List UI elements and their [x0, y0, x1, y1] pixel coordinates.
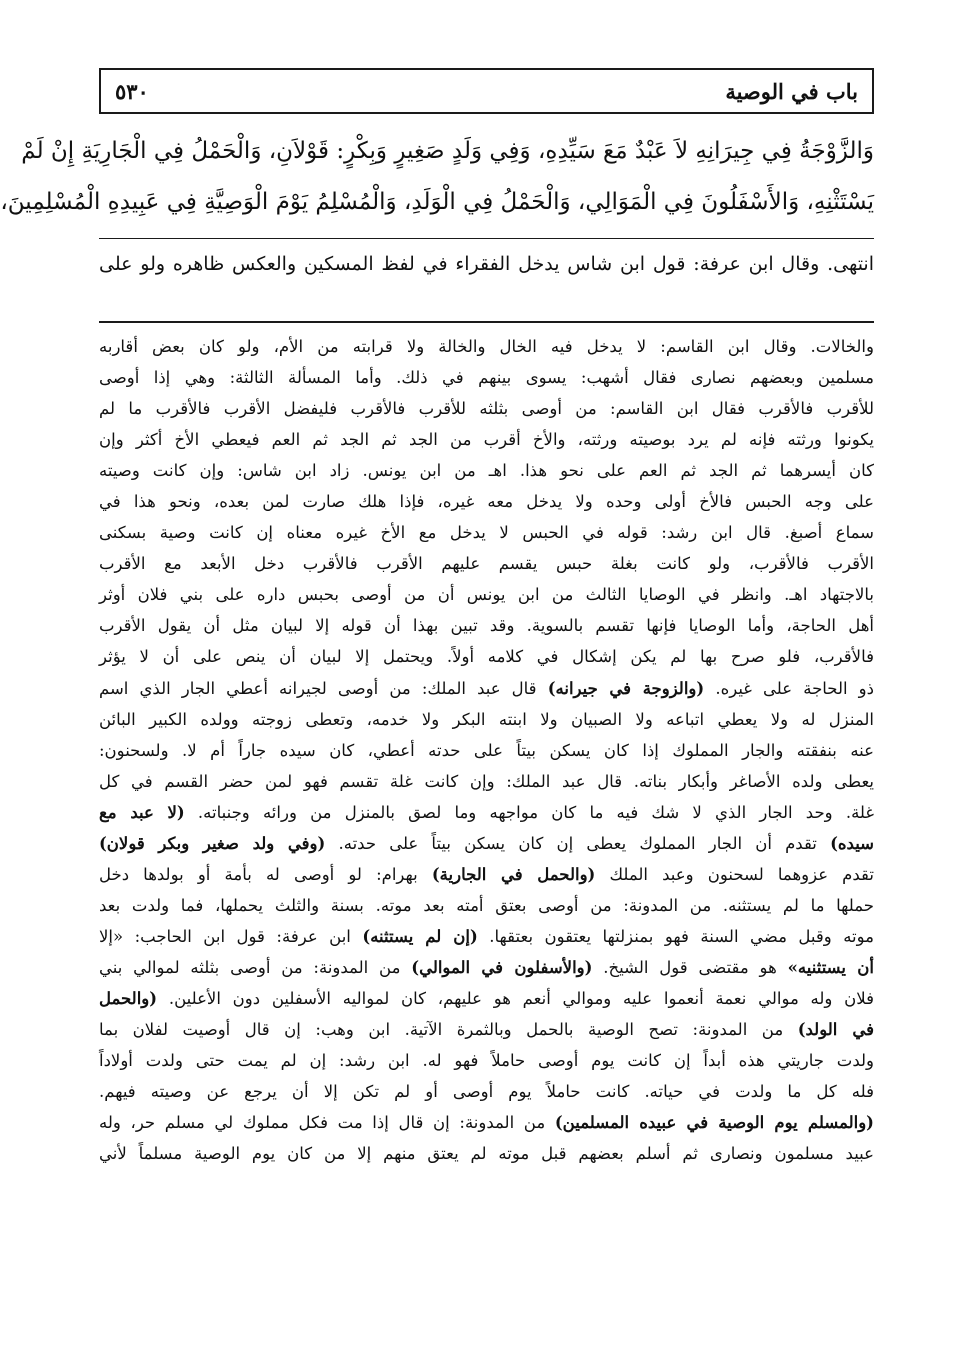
main-text-divider — [99, 238, 874, 239]
page-header — [99, 68, 874, 114]
footnote-line: الأقرب فالأقرب، ولو كانت بغلة حبس يقسم عليهم الأقرب فالأقرب دخل الأبعد مع الأقرب — [99, 554, 874, 574]
page-number: ٥٣٠ — [115, 79, 149, 104]
footnote-line: على وجه الحبس فالأخ أولى وحده ولا يدخل معه غيره، فإذا هلك صارت لمن بعده، ونحو هذا في — [99, 492, 874, 512]
footnote-line: يعطى ولده الأصاغر وأبكار بناته. قال عبد الملك: وإن كانت غلة تقسم فهو لمن حضر القسم في كل — [99, 771, 874, 791]
footnote-line: للأقرب فالأقرب فقال ابن القاسم: من أوصى بثلثه للأقرب فالأقرب فليفضل الأقرب فالأقرب ما لم — [99, 399, 874, 419]
footnote-segment: فلان وله موالي نعمة أنعموا عليه وموالي أنعم هو عليهم، كان لمواليه الأسفلين دون الأعلين. — [168, 988, 874, 1008]
footnote-line: ولدت جاريتي هذه أبداً إن كانت يوم أوصى حاملاً فهو له. ابن رشد: إن لم يمت حتى ولدت أولاداً — [99, 1051, 874, 1071]
quoted-matn: في الولد) — [797, 1020, 874, 1040]
footnote-line — [99, 797, 874, 828]
footnote-segment: غلة. وحد الجار الذي لا شك فيه ما كان مواجهه وما لصق بالمنزل من ورائه وجنباته. — [197, 802, 875, 822]
footnote-segment: بهرام: لو أوصى له بأمة أو بولدها دخل — [99, 864, 418, 884]
quoted-matn: (والحمل في الجارية) — [431, 864, 596, 884]
footnote-line: سماع أصبغ. قال ابن رشد: قوله في الحبس لا يدخل مع الأخ غيره معناه إن كانت وصية بسكنى — [99, 523, 874, 543]
footnote-line — [99, 673, 874, 704]
quoted-matn: سيده) — [830, 833, 874, 853]
quoted-matn: (والزوجة في جيرانه) — [547, 678, 705, 698]
chapter-title: باب في الوصية — [725, 79, 858, 104]
quoted-matn: (والمسلم يوم الوصية في عبيده المسلمين) — [554, 1113, 874, 1133]
footnote-line — [99, 1014, 874, 1045]
footnote-segment: من المدونة: إن قال إذا مت فكل مملوك لي مسلم حر، وله — [99, 1113, 546, 1133]
footnote-segment: من المدونة: تصح الوصية بالحمل وبالثمرة الآتية. ابن وهب: إن قال أوصيت لفلان بما — [99, 1020, 784, 1040]
footnote-segment: ابن عرفة: قول ابن الحاجب: «إلا — [99, 926, 351, 946]
footnote-segment: موته وقبل مضي السنة فهو بمنزلتها يعتقون بعتقها. — [489, 926, 875, 946]
footnote-line — [99, 952, 874, 983]
quoted-matn: أن يستثنيه» — [787, 957, 875, 977]
footnote-line: حملها ما لم يستثنه. من المدونة: من أوصى بعتق أمته بعد موته. بسنة والثلث يحملها، فما ولدت بعد — [99, 895, 874, 915]
book-page — [0, 68, 875, 1169]
main-text-line: يَسْتَثْنِهِ، وَالأَسْفَلُونَ فِي الْمَوَالِي، وَالْحَمْلُ فِي الْوَلَدِ، وَالْمُسْلِمُ يَوْمَ الْوَصِيَّةِ فِي عَبِيدِهِ الْمُسْلِمِينَ، — [0, 189, 874, 215]
quoted-matn: (والحمل — [99, 988, 158, 1008]
quoted-matn: (لا عبد مع — [99, 802, 185, 822]
footnote-divider — [99, 321, 874, 323]
footnote-line — [99, 859, 874, 890]
footnote-line — [99, 1107, 874, 1138]
quoted-matn: (إن لم يستثنه) — [362, 926, 478, 946]
commentary-line: انتهى. وقال ابن عرفة: قول ابن شاس يدخل الفقراء في لفظ المسكين والعكس ظاهره ولو على — [99, 253, 874, 275]
footnote-segment: هو مقتضى قول الشيخ. — [603, 957, 777, 977]
footnote-line: المنزل له ولا يعطي اتباعه ولا الصبيان ولا ابنته البكر ولا خدمه، وتعطى زوجته وولده الكبير البائن — [99, 709, 874, 729]
footnote-line: بالاجتهاد اهـ. وانظر في الوصايا الثالث من ابن يونس أن من أوصى بحبس داره على بني فلان أوثر — [99, 585, 874, 605]
footnote-segment: ذو الحاجة على غيره. — [715, 678, 874, 698]
footnote-line: فالأقرب، فلو صرح بها لم يكن إشكال في كلامه أولاً. ويحتمل إلا لبيان أن ينص على أن لا يؤثر — [99, 647, 874, 667]
footnote-segment: تقدم عزوهما لسحنون وعبد الملك — [609, 864, 874, 884]
footnote-line: فله كل ما ولدت في حياته. كانت حاملاً يوم أوصى أو لم تكن إلا أن يرجع عن وصيته فيهم. — [99, 1082, 874, 1102]
footnote-line — [99, 828, 874, 859]
main-text — [0, 126, 874, 228]
footnote-line: عبيد مسلمون ونصارى ثم أسلم بعضهم قبل موته لم يعتق منهم إلا من كان يوم الوصية مسلماً لأني — [99, 1144, 874, 1164]
footnote-line: مسلمين وبعضهم نصارى فقال أشهب: يسوى بينهم في ذلك. وأما المسألة الثالثة: وهي إذا أوصى — [99, 368, 874, 388]
footnote-segment: تقدم أن الجار المملوك يعطى إن كان يسكن بيتاً على حدته. — [338, 833, 817, 853]
main-text-line: وَالزَّوْجَةُ فِي جِيرَانِهِ لاَ عَبْدٌ مَعَ سَيِّدِهِ، وَفِي وَلَدٍ صَغِيرٍ وَبِكْرٍ: قَوْلاَنِ، وَالْحَمْلُ فِي الْجَارِيَةِ إِنْ لَمْ — [21, 138, 874, 164]
footnote-text — [99, 331, 874, 1169]
footnote-line — [99, 921, 874, 952]
quoted-matn: (والأسفلون في الموالي) — [411, 957, 593, 977]
footnote-segment: من المدونة: من أوصى بثلثه لموالي بني — [99, 957, 401, 977]
footnote-line: يكونوا ورثته فإنه لم يرد بوصيته ورثته، والأخ أقرب من الجد ثم الجد ثم العم فيعطي الأخ أكثر وإن — [99, 430, 874, 450]
commentary-text — [99, 245, 874, 283]
footnote-segment: قال عبد الملك: من أوصى لجيرانه أعطي الجار الذي اسم — [99, 678, 537, 698]
quoted-matn: (وفي ولد صغير وبكر قولان) — [99, 833, 326, 853]
footnote-line: أهل الحاجة، وأما الوصايا فإنها تقسم بالسوية. وقد تبين بهذا أن قوله إلا لبيان مثل أن يقول الأقرب — [99, 616, 874, 636]
footnote-line: والخالات. وقال ابن القاسم: لا يدخل فيه الخال والخالة ولا قرابته من الأم، ولو كان بعض أقاربه — [99, 337, 874, 356]
footnote-line: كان أيسرهما ثم الجد ثم العم على نحو هذا. اهـ من ابن يونس. زاد ابن شاس: وإن كانت وصيته — [99, 461, 874, 481]
footnote-line — [99, 983, 874, 1014]
footnote-line: عنه بنفقته والجار المملوك إذا كان يسكن بيتاً على حدته أعطي، كان سيده جاراً أم لا. ولسحنون: — [99, 740, 874, 760]
